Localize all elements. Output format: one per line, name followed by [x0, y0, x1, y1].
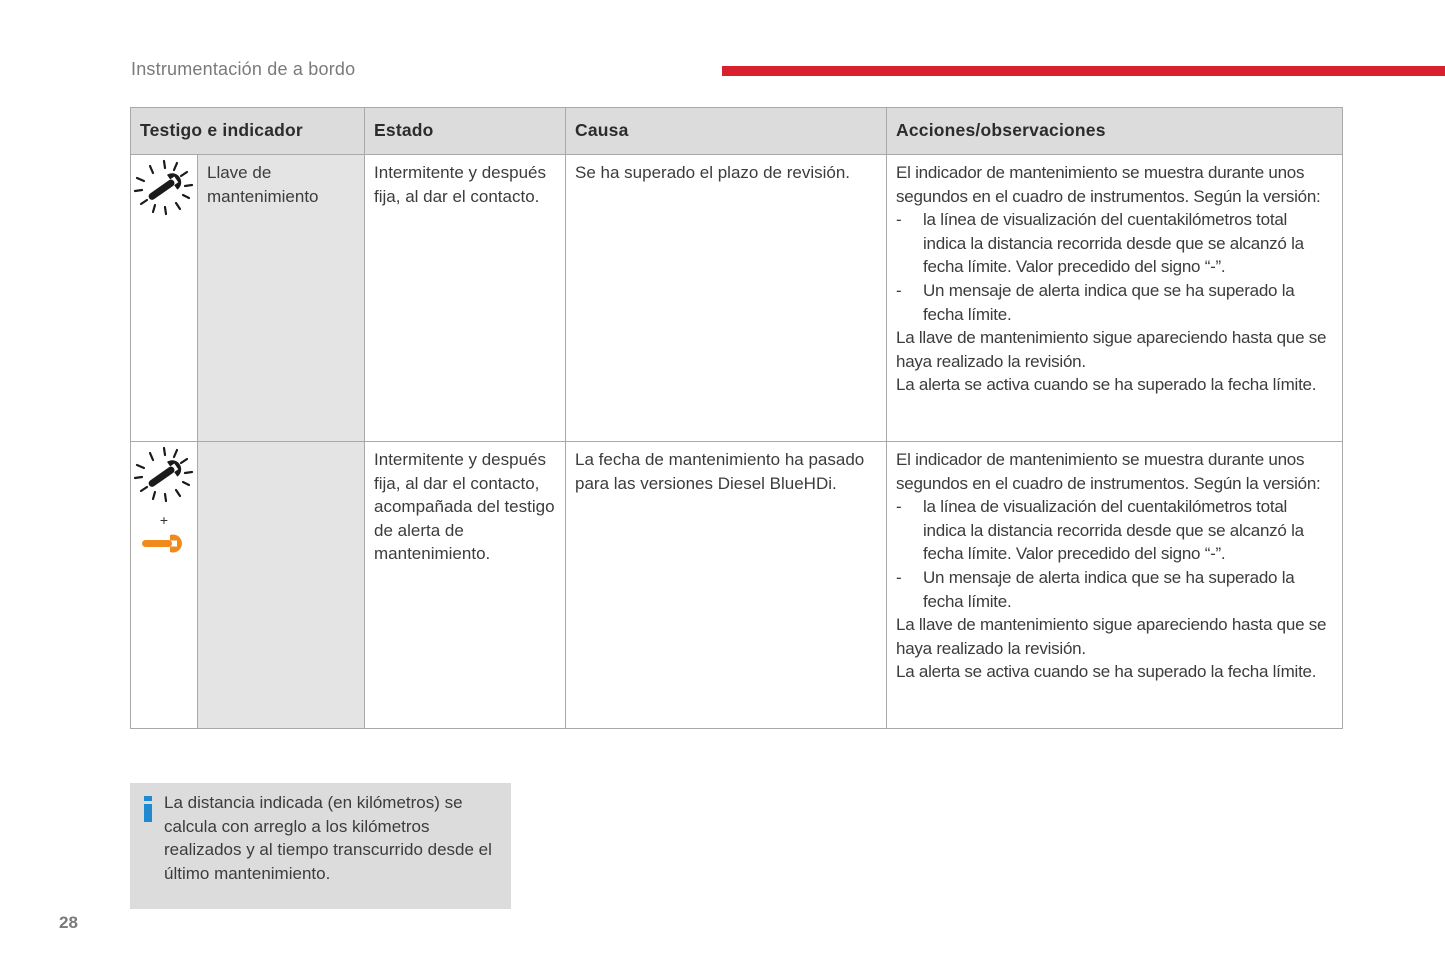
state-text: Intermitente y después fija, al dar el contacto, acompañada del testigo de alerta de mantenimiento. — [365, 442, 566, 729]
indicator-name: Llave de mantenimiento — [198, 155, 365, 442]
indicator-table — [130, 107, 1343, 729]
column-header-actions: Acciones/observaciones — [887, 108, 1343, 155]
info-note — [130, 783, 511, 909]
section-title: Instrumentación de a bordo — [131, 59, 356, 79]
wrench-flashing-icon — [132, 159, 196, 217]
actions-outro: La llave de mantenimiento sigue apareciendo hasta que se haya realizado la revisión. — [896, 328, 1327, 371]
table-header-row — [131, 108, 1343, 155]
bullet-text: la línea de visualización del cuentakilómetros total indica la distancia recorrida desde que se alcanzó la fecha límite. Valor precedido del signo “-”. — [923, 497, 1304, 564]
info-icon — [142, 796, 154, 822]
bullet-marker: - — [896, 280, 902, 300]
actions-cell — [887, 442, 1343, 729]
wrench-flashing-icon — [132, 446, 196, 504]
header-accent-bar — [722, 66, 1445, 76]
actions-outro: La llave de mantenimiento sigue apareciendo hasta que se haya realizado la revisión. — [896, 615, 1327, 658]
column-header-indicator: Testigo e indicador — [131, 108, 365, 155]
indicator-icon-cell — [131, 442, 198, 729]
bullet-text: la línea de visualización del cuentakilómetros total indica la distancia recorrida desde que se alcanzó la fecha límite. Valor precedido del signo “-”. — [923, 210, 1304, 277]
cause-text: Se ha superado el plazo de revisión. — [566, 155, 887, 442]
column-header-cause: Causa — [566, 108, 887, 155]
actions-bullet — [896, 208, 1333, 279]
bullet-text: Un mensaje de alerta indica que se ha superado la fecha límite. — [923, 280, 1295, 324]
state-text: Intermitente y después fija, al dar el contacto. — [365, 155, 566, 442]
actions-outro: La alerta se activa cuando se ha superado la fecha límite. — [896, 375, 1317, 395]
bullet-text: Un mensaje de alerta indica que se ha superado la fecha límite. — [923, 567, 1295, 611]
note-text: La distancia indicada (en kilómetros) se calcula con arreglo a los kilómetros realizados y al tiempo transcurrido desde el último mantenimiento. — [164, 793, 492, 883]
indicator-name — [198, 442, 365, 729]
orange-wrench-icon — [140, 531, 188, 555]
column-header-state: Estado — [365, 108, 566, 155]
icon-joiner: + — [159, 511, 169, 528]
bullet-marker: - — [896, 567, 902, 587]
actions-outro: La alerta se activa cuando se ha superado la fecha límite. — [896, 662, 1317, 682]
actions-bullet — [896, 279, 1333, 326]
bullet-marker: - — [896, 497, 902, 517]
actions-cell — [887, 155, 1343, 442]
page-number: 28 — [59, 913, 78, 932]
actions-bullet — [896, 566, 1333, 613]
indicator-icon-cell — [131, 155, 198, 442]
table-row — [131, 442, 1343, 729]
actions-bullet — [896, 495, 1333, 566]
actions-intro: El indicador de mantenimiento se muestra durante unos segundos en el cuadro de instrumentos. Según la versión: — [896, 163, 1321, 206]
bullet-marker: - — [896, 210, 902, 230]
table-row — [131, 155, 1343, 442]
cause-text: La fecha de mantenimiento ha pasado para las versiones Diesel BlueHDi. — [566, 442, 887, 729]
actions-intro: El indicador de mantenimiento se muestra durante unos segundos en el cuadro de instrumentos. Según la versión: — [896, 450, 1321, 493]
